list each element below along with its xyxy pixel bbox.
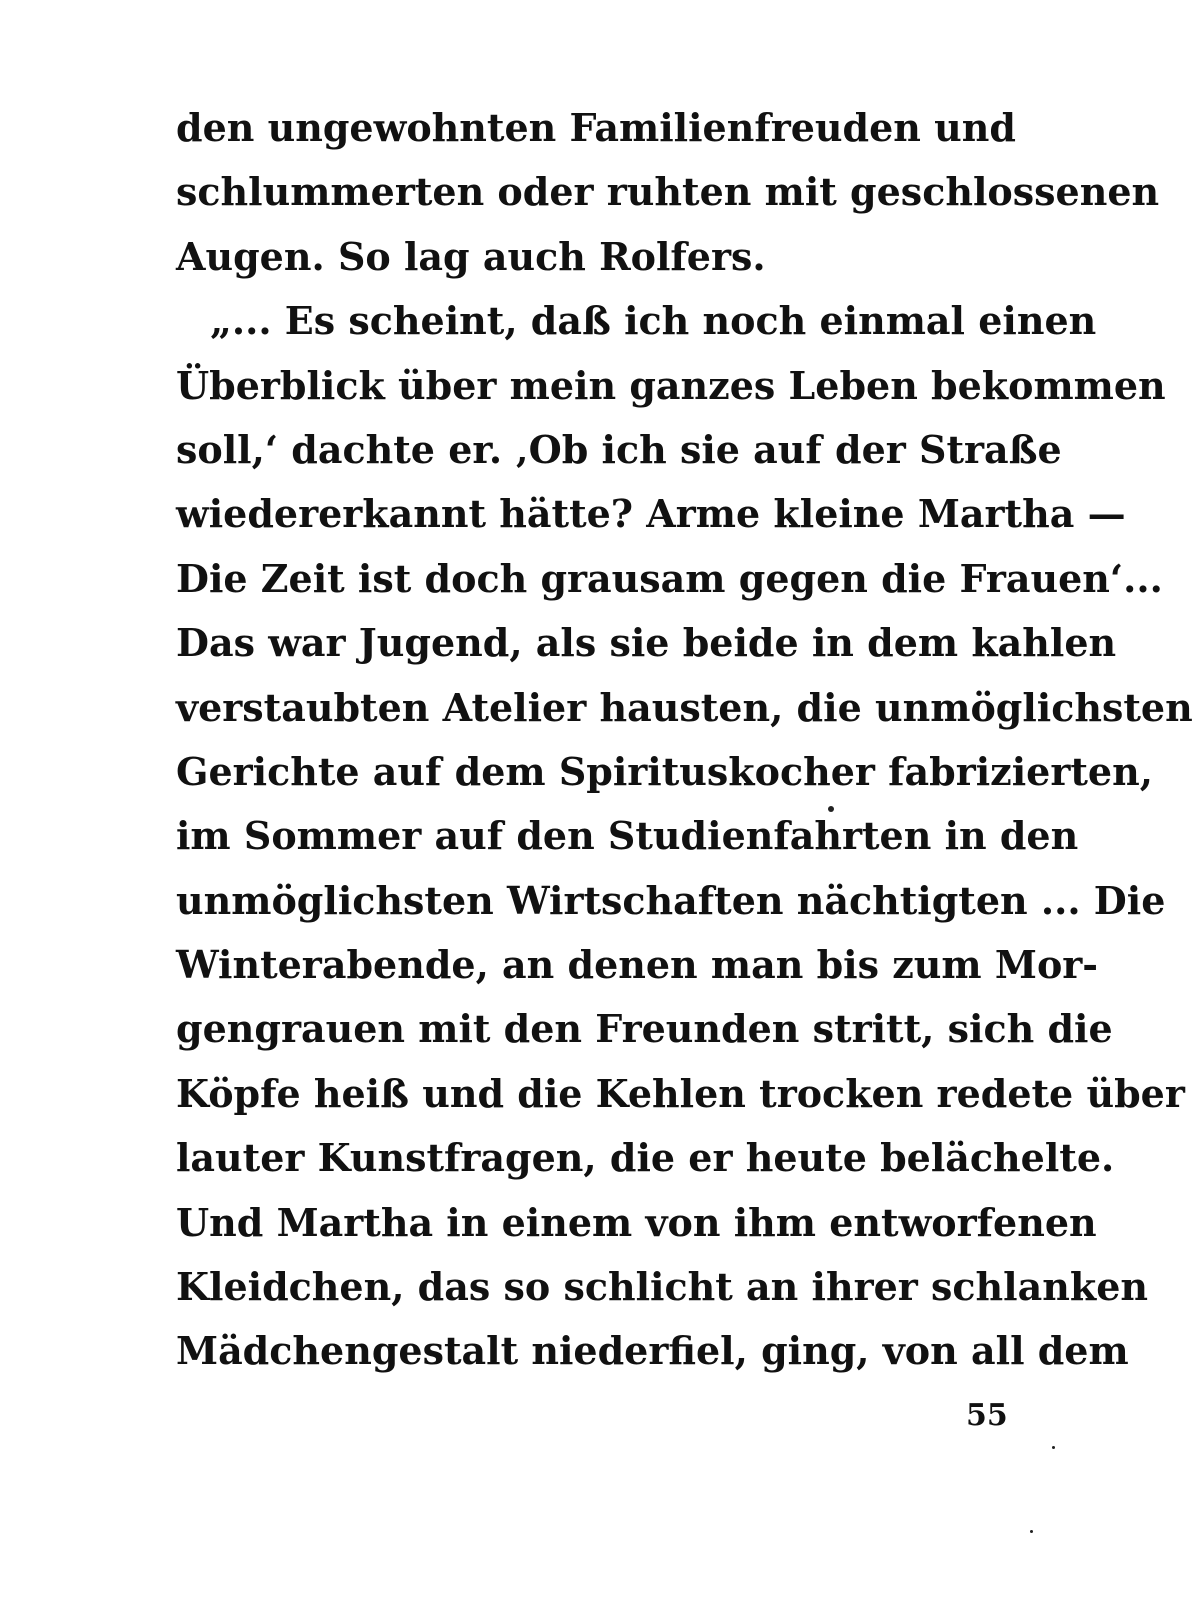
text-line: Gerichte auf dem Spirituskocher fabrizierten, [176, 748, 1153, 794]
body-text [176, 96, 1193, 1384]
text-line: schlummerten oder ruhten mit geschlossenen [176, 169, 1160, 215]
text-line: verstaubten Atelier hausten, die unmöglichsten [176, 684, 1193, 730]
print-speck [828, 806, 834, 812]
text-line: Kleidchen, das so schlicht an ihrer schlanken [176, 1264, 1149, 1310]
text-line: Augen. So lag auch Rolfers. [176, 233, 766, 279]
text-line: wiedererkannt hätte? Arme kleine Martha — [176, 491, 1126, 537]
text-line: lauter Kunstfragen, die er heute belächelte. [176, 1135, 1115, 1181]
text-line: den ungewohnten Familienfreuden und [176, 105, 1016, 150]
text-line: Die Zeit ist doch grausam gegen die Frauen‘... [176, 555, 1163, 601]
text-line: Das war Jugend, als sie beide in dem kahlen [176, 620, 1117, 666]
text-line: Und Martha in einem von ihm entworfenen [176, 1199, 1097, 1245]
text-line: „... Es scheint, daß ich noch einmal einen [210, 298, 1097, 344]
text-line: gengrauen mit den Freunden stritt, sich die [176, 1006, 1113, 1052]
print-speck [1030, 1530, 1033, 1533]
page-number: 55 [966, 1398, 1008, 1433]
print-speck [1052, 1446, 1055, 1449]
text-line: soll,‘ dachte er. ‚Ob ich sie auf der Straße [176, 426, 1062, 472]
text-line: Köpfe heiß und die Kehlen trocken redete über [176, 1070, 1185, 1116]
text-line: im Sommer auf den Studienfahrten in den [176, 813, 1079, 859]
text-line: unmöglichsten Wirtschaften nächtigten ... Die [176, 877, 1166, 923]
text-line: Überblick über mein ganzes Leben bekommen [176, 362, 1166, 408]
text-line: Mädchengestalt niederfiel, ging, von all dem [176, 1328, 1129, 1374]
text-line: Winterabende, an denen man bis zum Mor- [176, 942, 1099, 988]
